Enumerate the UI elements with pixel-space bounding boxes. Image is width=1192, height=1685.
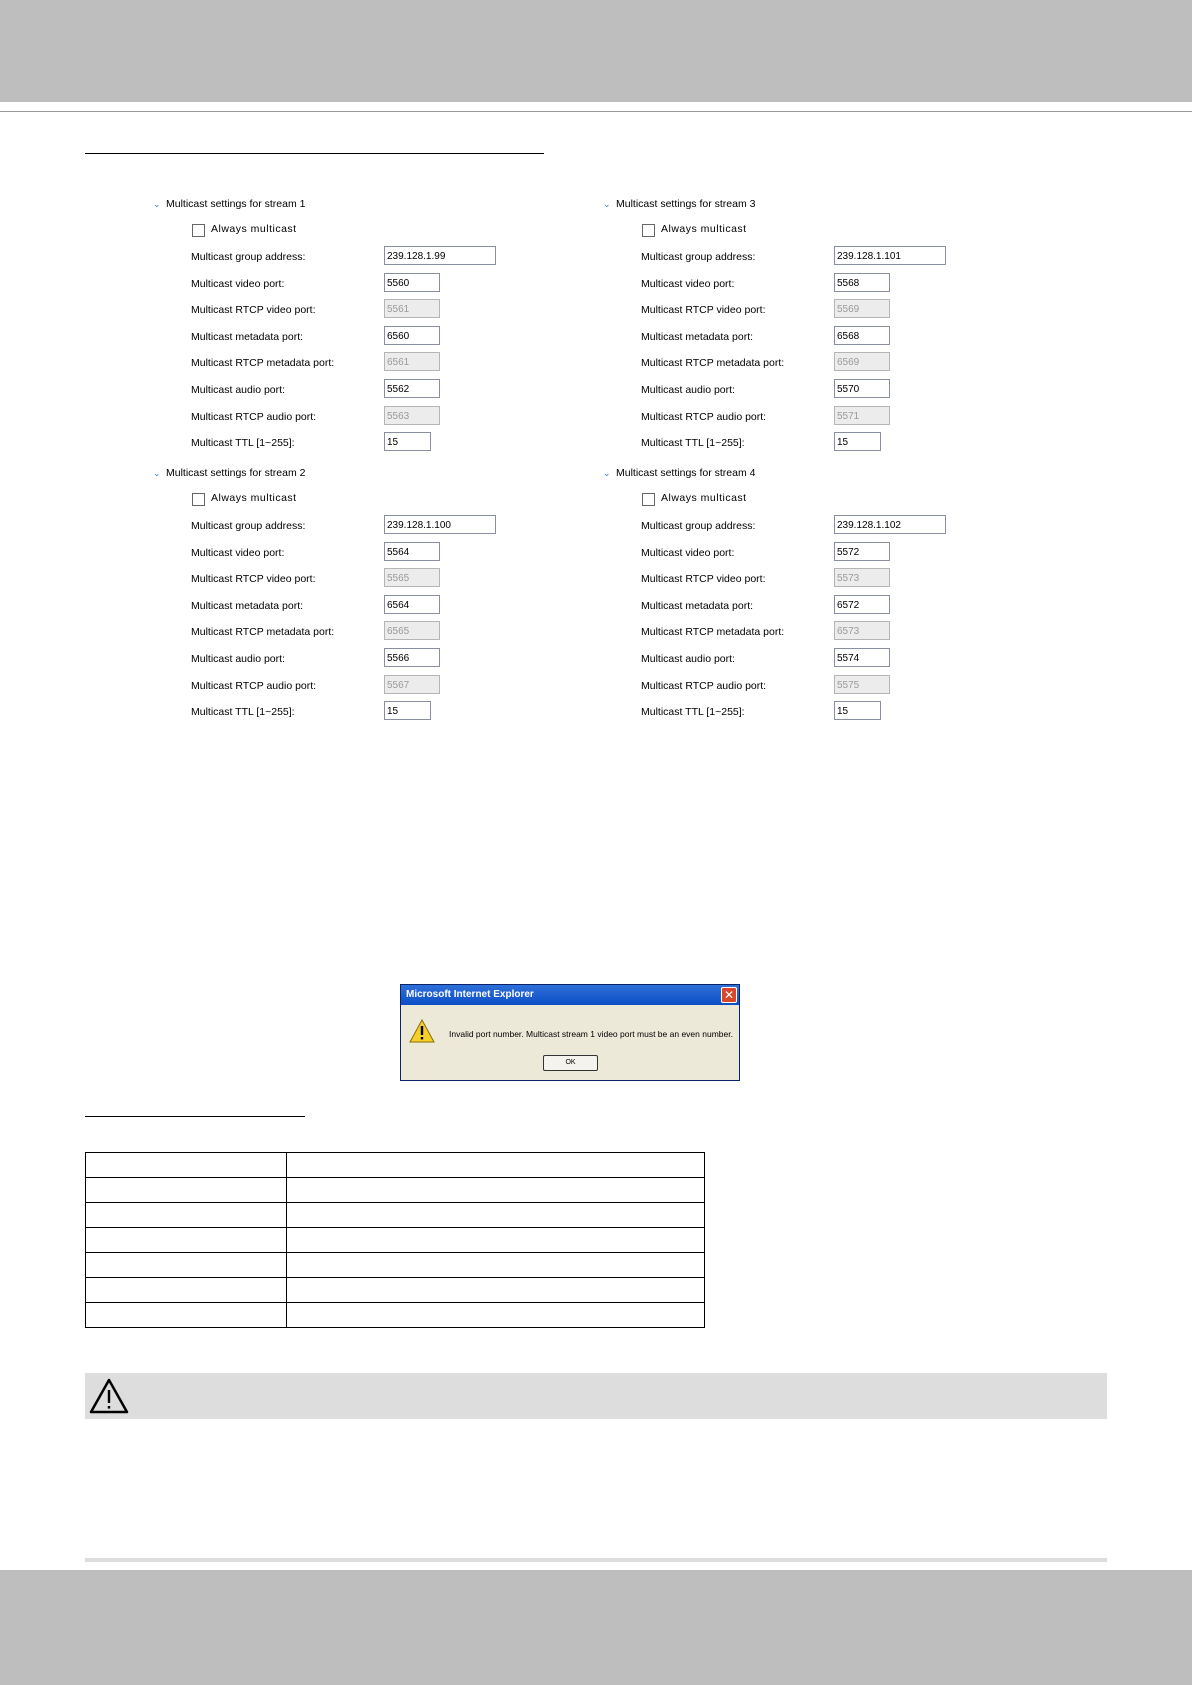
table-cell <box>287 1153 705 1178</box>
field-label: Multicast audio port: <box>641 384 735 396</box>
field-label: Multicast RTCP audio port: <box>191 679 317 692</box>
field-label: Multicast RTCP metadata port: <box>191 357 335 370</box>
chevron-down-icon[interactable]: ⌄ <box>153 468 161 478</box>
caution-icon <box>89 1378 129 1419</box>
field-label: Multicast RTCP metadata port: <box>641 626 785 639</box>
always-multicast-label: Always multicast <box>211 492 297 504</box>
table-cell <box>86 1178 287 1203</box>
field-label: Multicast TTL [1~255]: <box>191 437 295 450</box>
port-input[interactable]: 239.128.1.99 <box>384 246 496 265</box>
field-label: Multicast TTL [1~255]: <box>641 437 745 450</box>
field-label: Multicast RTCP audio port: <box>191 410 317 423</box>
port-input: 5573 <box>834 568 890 587</box>
port-input: 5565 <box>384 568 440 587</box>
close-icon[interactable]: ✕ <box>721 987 737 1003</box>
always-multicast-label: Always multicast <box>661 223 747 235</box>
table-row <box>86 1228 705 1253</box>
stream-title[interactable] <box>153 198 305 210</box>
stream-title[interactable] <box>603 467 755 479</box>
port-input[interactable]: 15 <box>834 701 881 720</box>
dialog-title: Microsoft Internet Explorer <box>401 985 739 1005</box>
table-cell <box>287 1178 705 1203</box>
header-band <box>0 0 1192 102</box>
port-input: 5561 <box>384 299 440 318</box>
always-multicast-checkbox[interactable] <box>192 224 205 237</box>
dialog-message: Invalid port number. Multicast stream 1 video port must be an even number. <box>449 1029 733 1039</box>
stream-title-text: Multicast settings for stream 2 <box>166 467 306 479</box>
table-cell <box>287 1203 705 1228</box>
chevron-down-icon[interactable]: ⌄ <box>603 199 611 209</box>
field-label: Multicast metadata port: <box>641 330 754 343</box>
port-input[interactable]: 239.128.1.102 <box>834 515 946 534</box>
field-label: Multicast audio port: <box>191 384 285 396</box>
field-label: Multicast metadata port: <box>191 599 304 612</box>
stream-group-1 <box>153 198 573 458</box>
header-divider <box>0 111 1192 112</box>
port-input[interactable]: 5568 <box>834 273 890 292</box>
warning-icon <box>409 1019 435 1048</box>
table-cell <box>287 1228 705 1253</box>
section-heading-rule <box>85 153 544 154</box>
table-row <box>86 1153 705 1178</box>
stream-title-text: Multicast settings for stream 1 <box>166 198 306 210</box>
port-input[interactable]: 5572 <box>834 542 890 561</box>
stream-group-2 <box>153 467 573 727</box>
table-cell <box>86 1228 287 1253</box>
field-label: Multicast RTCP video port: <box>641 573 766 586</box>
field-label: Multicast audio port: <box>641 653 735 665</box>
always-multicast-checkbox[interactable] <box>642 224 655 237</box>
field-label: Multicast metadata port: <box>191 330 304 343</box>
port-input: 6569 <box>834 352 890 371</box>
port-input[interactable]: 5570 <box>834 379 890 398</box>
table-cell <box>86 1303 287 1328</box>
stream-group-4 <box>603 467 1023 727</box>
port-input[interactable]: 239.128.1.101 <box>834 246 946 265</box>
table-cell <box>287 1303 705 1328</box>
empty-table <box>85 1152 705 1328</box>
always-multicast-label: Always multicast <box>661 492 747 504</box>
port-input[interactable]: 6560 <box>384 326 440 345</box>
table-cell <box>287 1253 705 1278</box>
field-label: Multicast RTCP video port: <box>641 304 766 317</box>
section2-heading-rule <box>85 1116 305 1117</box>
port-input[interactable]: 5574 <box>834 648 890 667</box>
field-label: Multicast RTCP metadata port: <box>191 626 335 639</box>
port-input[interactable]: 239.128.1.100 <box>384 515 496 534</box>
port-input[interactable]: 5562 <box>384 379 440 398</box>
table-cell <box>86 1278 287 1303</box>
field-label: Multicast audio port: <box>191 653 285 665</box>
stream-title[interactable] <box>603 198 755 210</box>
table-cell <box>287 1278 705 1303</box>
port-input[interactable]: 5566 <box>384 648 440 667</box>
port-input[interactable]: 5560 <box>384 273 440 292</box>
field-label: Multicast metadata port: <box>641 599 754 612</box>
port-input: 5569 <box>834 299 890 318</box>
stream-group-3 <box>603 198 1023 458</box>
field-label: Multicast TTL [1~255]: <box>641 706 745 719</box>
field-label: Multicast video port: <box>641 546 735 559</box>
chevron-down-icon[interactable]: ⌄ <box>153 199 161 209</box>
port-input: 5567 <box>384 675 440 694</box>
port-input: 6573 <box>834 621 890 640</box>
field-label: Multicast RTCP audio port: <box>641 679 767 692</box>
field-label: Multicast video port: <box>191 546 285 559</box>
stream-title-text: Multicast settings for stream 3 <box>616 198 756 210</box>
field-label: Multicast RTCP metadata port: <box>641 357 785 370</box>
table-row <box>86 1278 705 1303</box>
port-input[interactable]: 5564 <box>384 542 440 561</box>
port-input: 6561 <box>384 352 440 371</box>
port-input[interactable]: 6564 <box>384 595 440 614</box>
field-label: Multicast RTCP video port: <box>191 304 316 317</box>
field-label: Multicast group address: <box>641 251 756 263</box>
field-label: Multicast TTL [1~255]: <box>191 706 295 719</box>
field-label: Multicast group address: <box>191 520 306 532</box>
stream-title-text: Multicast settings for stream 4 <box>616 467 756 479</box>
table-cell <box>86 1203 287 1228</box>
table-row <box>86 1178 705 1203</box>
table-cell <box>86 1153 287 1178</box>
field-label: Multicast video port: <box>191 277 285 290</box>
footer-band <box>0 1570 1192 1685</box>
field-label: Multicast RTCP audio port: <box>641 410 767 423</box>
note-bar <box>85 1373 1107 1419</box>
port-input: 5575 <box>834 675 890 694</box>
ok-button[interactable]: OK <box>543 1055 598 1071</box>
table-cell <box>86 1253 287 1278</box>
always-multicast-checkbox[interactable] <box>192 493 205 506</box>
footer-divider <box>85 1558 1107 1562</box>
always-multicast-label: Always multicast <box>211 223 297 235</box>
port-input[interactable]: 15 <box>384 432 431 451</box>
table-row <box>86 1253 705 1278</box>
chevron-down-icon[interactable]: ⌄ <box>603 468 611 478</box>
port-input[interactable]: 6568 <box>834 326 890 345</box>
port-input[interactable]: 6572 <box>834 595 890 614</box>
port-input: 5563 <box>384 406 440 425</box>
stream-title[interactable] <box>153 467 305 479</box>
port-input: 6565 <box>384 621 440 640</box>
table-row <box>86 1303 705 1328</box>
port-input[interactable]: 15 <box>384 701 431 720</box>
field-label: Multicast group address: <box>641 520 756 532</box>
port-input: 5571 <box>834 406 890 425</box>
field-label: Multicast RTCP video port: <box>191 573 316 586</box>
table-row <box>86 1203 705 1228</box>
always-multicast-checkbox[interactable] <box>642 493 655 506</box>
field-label: Multicast video port: <box>641 277 735 290</box>
port-input[interactable]: 15 <box>834 432 881 451</box>
field-label: Multicast group address: <box>191 251 306 263</box>
error-dialog <box>400 984 740 1081</box>
